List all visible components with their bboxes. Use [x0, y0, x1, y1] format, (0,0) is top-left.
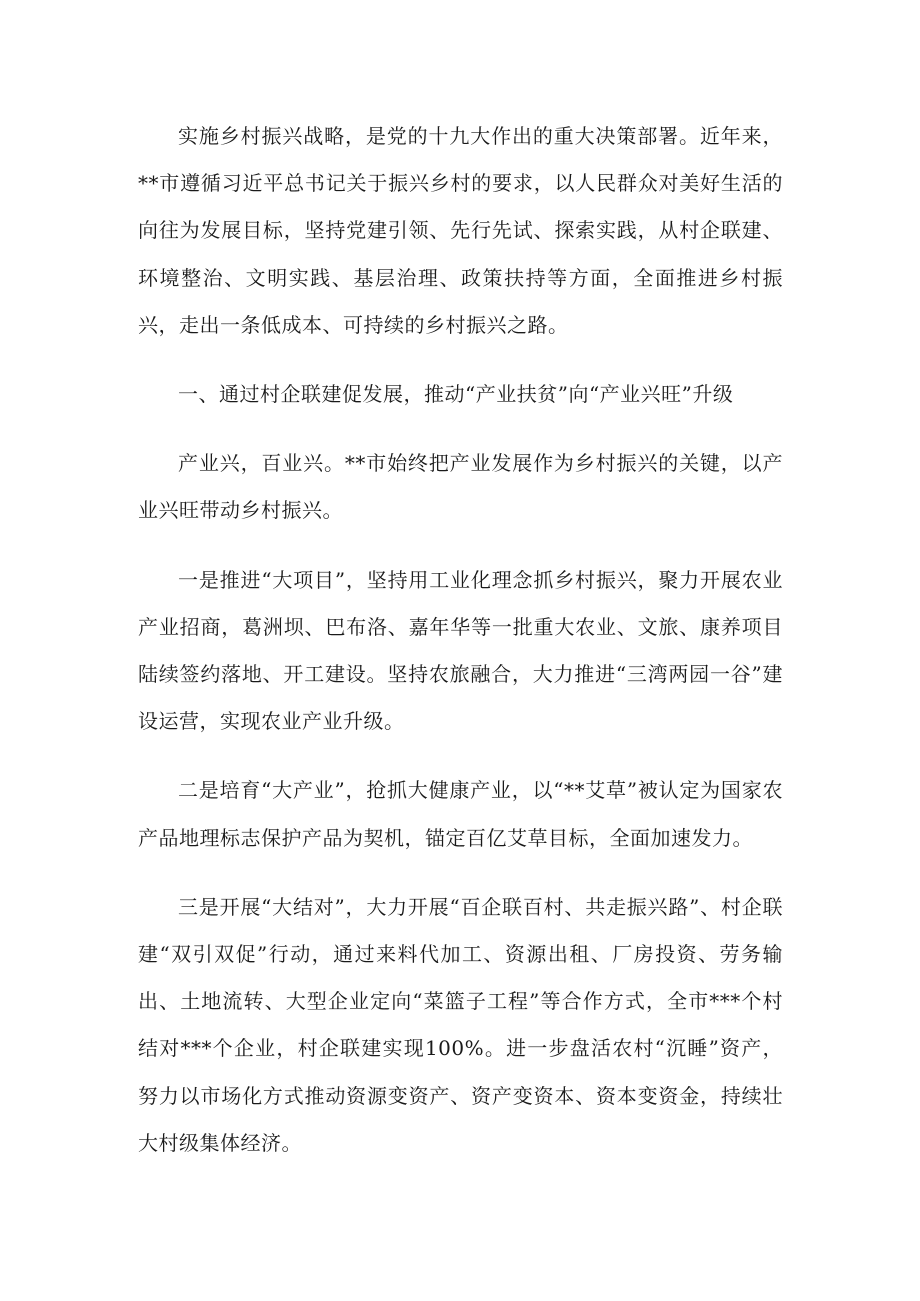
intro-paragraph: 实施乡村振兴战略，是党的十九大作出的重大决策部署。近年来，**市遵循习近平总书记关于振兴乡村的要求，以人民群众对美好生活的向往为发展目标，坚持党建引领、先行先试、探索实践，从村企联建、环境整治、文明实践、基层治理、政策扶持等方面，全面推进乡村振兴，走出一条低成本、可持续的乡村振兴之路。	[138, 124, 783, 337]
section-1-paragraph-2: 一是推进“大项目”，坚持用工业化理念抓乡村振兴，聚力开展农业产业招商，葛洲坝、巴布洛、嘉年华等一批重大农业、文旅、康养项目陆续签约落地、开工建设。坚持农旅融合，大力推进“三湾两园一谷”建设运营，实现农业产业升级。	[138, 567, 783, 734]
section-1-paragraph-4: 三是开展“大结对”，大力开展“百企联百村、共走振兴路”、村企联建“双引双促”行动，通过来料代加工、资源出租、厂房投资、劳务输出、土地流转、大型企业定向“菜篮子工程”等合作方式，全市***个村结对***个企业，村企联建实现100%。进一步盘活农村“沉睡”资产，努力以市场化方式推动资源变资产、资产变资本、资本变资金，持续壮大村级集体经济。	[138, 894, 783, 1155]
section-1-paragraph-3: 二是培育“大产业”，抢抓大健康产业，以“**艾草”被认定为国家农产品地理标志保护产品为契机，锚定百亿艾草目标，全面加速发力。	[138, 778, 783, 850]
section-heading-1: 一、通过村企联建促发展，推动“产业扶贫”向“产业兴旺”升级	[178, 382, 734, 407]
document-body	[138, 113, 783, 1167]
section-1-paragraph-1: 产业兴，百业兴。**市始终把产业发展作为乡村振兴的关键，以产业兴旺带动乡村振兴。	[138, 451, 783, 523]
